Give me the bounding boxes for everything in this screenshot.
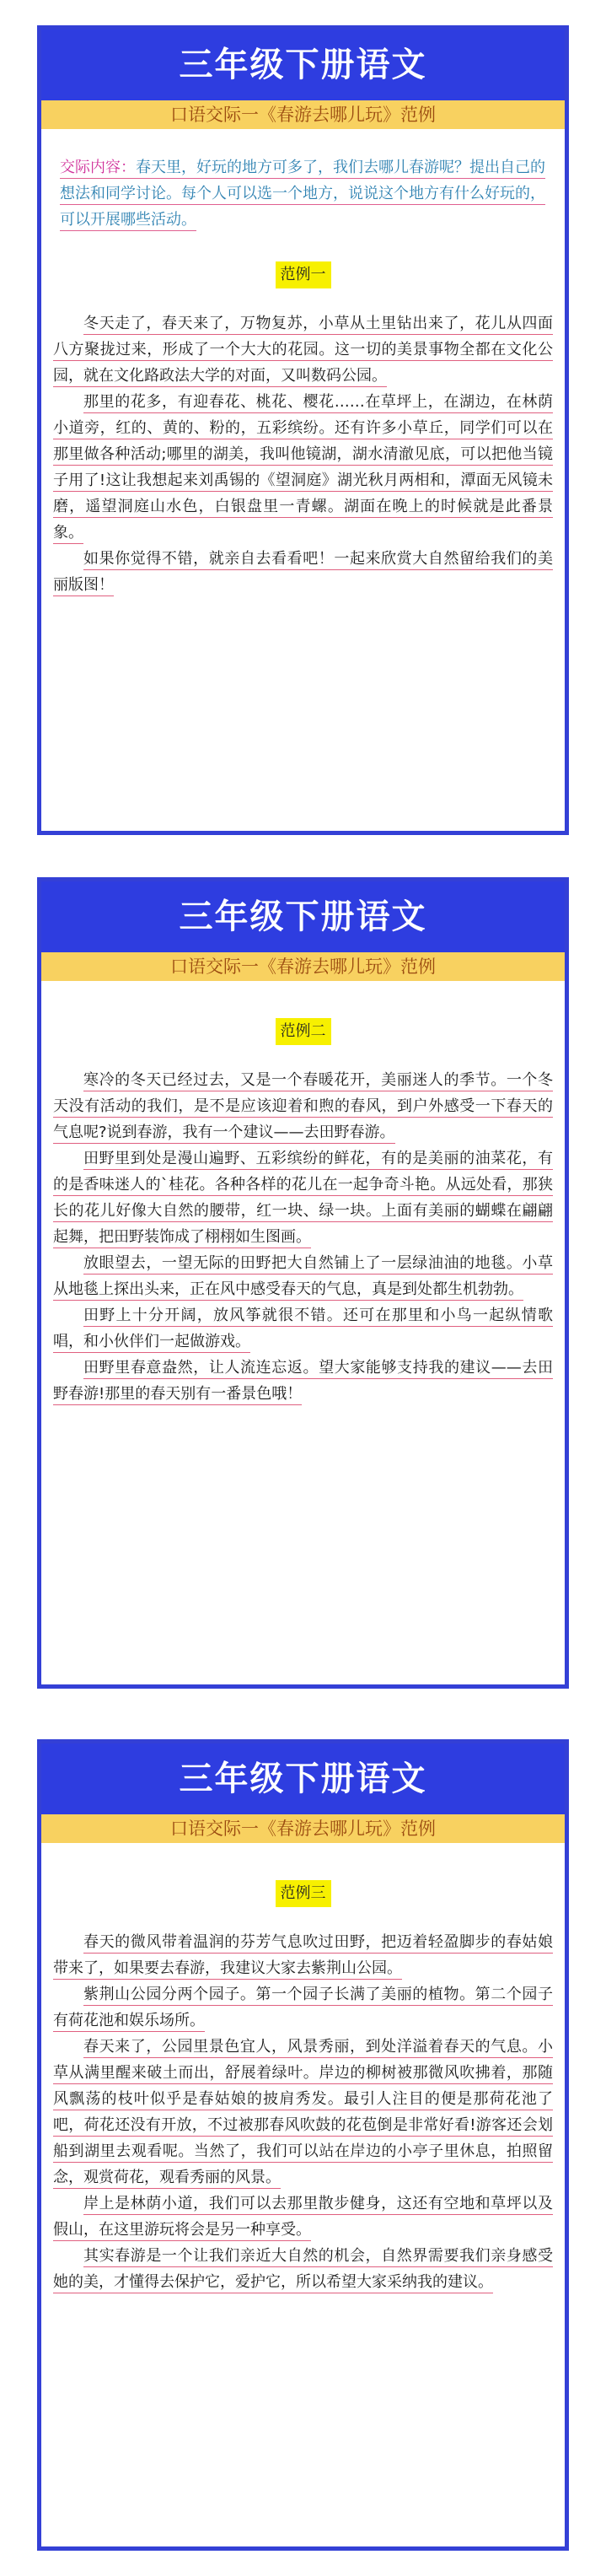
intro-label: 交际内容： xyxy=(60,159,136,176)
example-body xyxy=(53,1067,553,1407)
card-subtitle: 口语交际一《春游去哪儿玩》范例 xyxy=(41,1814,565,1843)
example-body xyxy=(53,310,553,598)
card-title: 三年级下册语文 xyxy=(41,1743,565,1814)
intro-text: 春天里，好玩的地方可多了，我们去哪儿春游呢？提出自己的想法和同学讨论。每个人可以选一个地方，说说这个地方有什么好玩的，可以开展哪些活动。 xyxy=(60,159,545,229)
paragraph: 岸上是林荫小道，我们可以去那里散步健身，这还有空地和草坪以及假山，在这里游玩将会是另一种享受。 xyxy=(53,2191,553,2243)
paragraph: 冬天走了，春天来了，万物复苏，小草从土里钻出来了，花儿从四面八方聚拢过来，形成了一个大大的花园。这一切的美景事物全都在文化公园，就在文化路政法大学的对面，又叫数码公园。 xyxy=(53,310,553,389)
paragraph: 田野上十分开阔，放风筝就很不错。还可在那里和小鸟一起纵情歌唱，和小伙伴们一起做游戏。 xyxy=(53,1302,553,1355)
example-card-3 xyxy=(37,1739,569,2551)
paragraph: 放眼望去，一望无际的田野把大自然铺上了一层绿油油的地毯。小草从地毯上探出头来，正在风中感受春天的气息，真是到处都生机勃勃。 xyxy=(53,1250,553,1302)
example-tag: 范例一 xyxy=(276,261,331,288)
example-body xyxy=(53,1929,553,2295)
card-title: 三年级下册语文 xyxy=(41,881,565,952)
paragraph: 春天来了，公园里景色宜人，风景秀丽，到处洋溢着春天的气息。小草从满里醒来破土而出，舒展着绿叶。岸边的柳树被那微风吹拂着，那随风飘荡的枝叶似乎是春姑娘的披肩秀发。最引人注目的便是那荷花池了吧，荷花还没有开放，不过被那春风吹鼓的花苞倒是非常好看!游客还会划船到湖里去观看呢。当然了，我们可以站在岸边的小亭子里休息，拍照留念，观赏荷花，观看秀丽的风景。 xyxy=(53,2034,553,2191)
example-tag: 范例三 xyxy=(276,1880,331,1907)
paragraph: 那里的花多，有迎春花、桃花、樱花……在草坪上，在湖边，在林荫小道旁，红的、黄的、粉的，五彩缤纷。还有许多小草丘，同学们可以在那里做各种活动;哪里的湖美，我叫他镜湖，湖水清澈见底，可以把他当镜子用了!这让我想起来刘禹锡的《望洞庭》湖光秋月两相和，潭面无风镜未磨，遥望洞庭山水色，白银盘里一青螺。湖面在晚上的时候就是此番景象。 xyxy=(53,389,553,546)
card-title: 三年级下册语文 xyxy=(41,30,565,100)
assignment-intro xyxy=(60,154,546,233)
paragraph: 紫荆山公园分两个园子。第一个园子长满了美丽的植物。第二个园子有荷花池和娱乐场所。 xyxy=(53,1981,553,2034)
example-tag: 范例二 xyxy=(276,1018,331,1045)
example-card-1 xyxy=(37,25,569,835)
paragraph: 田野里到处是漫山遍野、五彩缤纷的鲜花，有的是美丽的油菜花，有的是香味迷人的`桂花。各种各样的花儿在一起争奇斗艳。从远处看，那狭长的花儿好像大自然的腰带，红一块、绿一块。上面有美丽的蝴蝶在翩翩起舞，把田野装饰成了栩栩如生图画。 xyxy=(53,1145,553,1250)
card-subtitle: 口语交际一《春游去哪儿玩》范例 xyxy=(41,952,565,981)
paragraph: 其实春游是一个让我们亲近大自然的机会，自然界需要我们亲身感受她的美，才懂得去保护它，爱护它，所以希望大家采纳我的建议。 xyxy=(53,2243,553,2295)
example-card-2 xyxy=(37,877,569,1689)
paragraph: 田野里春意盎然，让人流连忘返。望大家能够支持我的建议——去田野春游!那里的春天别有一番景色哦！ xyxy=(53,1355,553,1407)
paragraph: 寒冷的冬天已经过去，又是一个春暖花开，美丽迷人的季节。一个冬天没有活动的我们，是不是应该迎着和煦的春风，到户外感受一下春天的气息呢?说到春游，我有一个建议——去田野春游。 xyxy=(53,1067,553,1145)
paragraph: 春天的微风带着温润的芬芳气息吹过田野，把迈着轻盈脚步的春姑娘带来了，如果要去春游，我建议大家去紫荆山公园。 xyxy=(53,1929,553,1981)
card-subtitle: 口语交际一《春游去哪儿玩》范例 xyxy=(41,100,565,129)
paragraph: 如果你觉得不错，就亲自去看看吧！一起来欣赏大自然留给我们的美丽版图！ xyxy=(53,546,553,598)
